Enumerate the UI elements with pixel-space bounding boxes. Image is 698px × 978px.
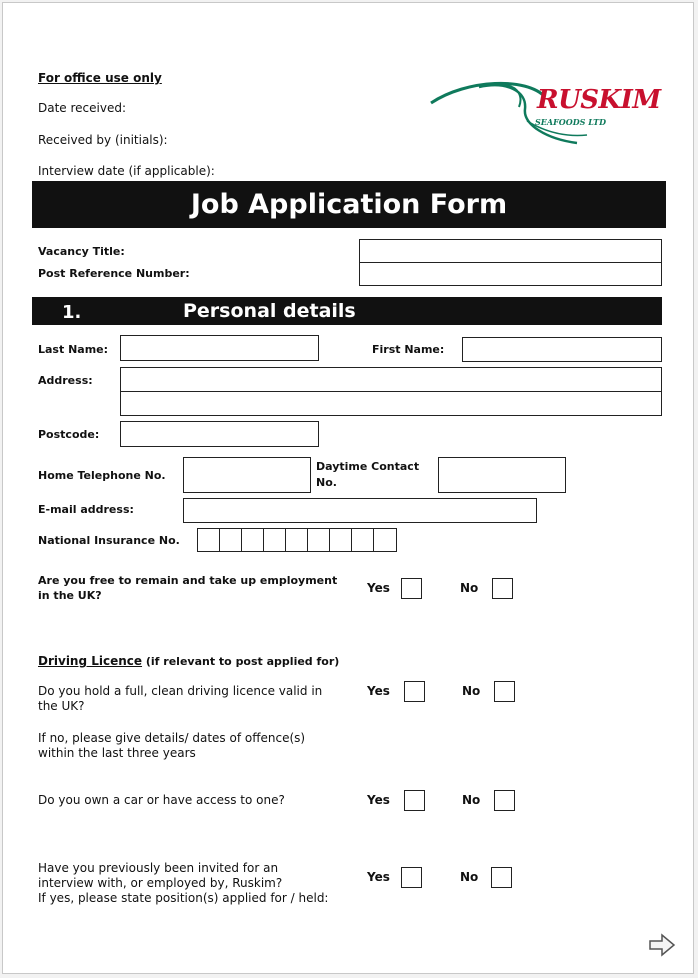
vacancy-title-field[interactable] bbox=[359, 239, 662, 263]
uk-no-checkbox[interactable] bbox=[492, 578, 513, 599]
ni-digit-box[interactable] bbox=[374, 529, 396, 551]
last-name-label: Last Name: bbox=[38, 343, 109, 356]
car-yes-checkbox[interactable] bbox=[404, 790, 425, 811]
ni-digit-box[interactable] bbox=[330, 529, 352, 551]
section-title: Personal details bbox=[183, 300, 356, 322]
section-personal-details-bar bbox=[32, 297, 662, 325]
driving-licence-question: Do you hold a full, clean driving licence valid in the UK? bbox=[38, 684, 323, 713]
ni-digit-box[interactable] bbox=[308, 529, 330, 551]
received-by-label: Received by (initials): bbox=[38, 133, 168, 147]
first-name-field[interactable] bbox=[462, 337, 662, 362]
offence-details-question: If no, please give details/ dates of offence(s) within the last three years bbox=[38, 731, 306, 760]
postcode-label: Postcode: bbox=[38, 428, 100, 441]
previous-yes-label: Yes bbox=[367, 870, 390, 884]
ni-digit-box[interactable] bbox=[242, 529, 264, 551]
address-label: Address: bbox=[38, 374, 93, 387]
form-title: Job Application Form bbox=[190, 189, 508, 220]
driving-licence-heading bbox=[38, 654, 339, 669]
logo-name: RUSKIM bbox=[537, 85, 661, 115]
next-page-button[interactable] bbox=[648, 933, 676, 957]
driving-licence-title: Driving Licence bbox=[38, 654, 143, 668]
document-page bbox=[2, 2, 694, 974]
ni-number-label: National Insurance No. bbox=[38, 534, 180, 547]
daytime-contact-label: Daytime Contact No. bbox=[316, 460, 420, 489]
uk-yes-checkbox[interactable] bbox=[401, 578, 422, 599]
licence-yes-checkbox[interactable] bbox=[404, 681, 425, 702]
email-field[interactable] bbox=[183, 498, 537, 523]
driving-licence-note: (if relevant to post applied for) bbox=[142, 655, 340, 668]
post-reference-label: Post Reference Number: bbox=[38, 267, 190, 280]
email-label: E-mail address: bbox=[38, 503, 134, 516]
home-telephone-field[interactable] bbox=[183, 457, 311, 493]
home-telephone-label: Home Telephone No. bbox=[38, 469, 166, 482]
company-logo bbox=[427, 77, 667, 149]
licence-no-checkbox[interactable] bbox=[494, 681, 515, 702]
car-no-checkbox[interactable] bbox=[494, 790, 515, 811]
arrow-right-icon bbox=[648, 933, 676, 957]
post-reference-field[interactable] bbox=[359, 262, 662, 286]
ni-digit-box[interactable] bbox=[264, 529, 286, 551]
office-use-heading: For office use only bbox=[38, 71, 162, 85]
previous-no-checkbox[interactable] bbox=[491, 867, 512, 888]
address-field-line2[interactable] bbox=[120, 391, 662, 416]
ni-digit-box[interactable] bbox=[198, 529, 220, 551]
previous-no-label: No bbox=[460, 870, 479, 884]
uk-no-label: No bbox=[460, 581, 479, 595]
previous-employment-question: Have you previously been invited for an interview with, or employed by, Ruskim? If yes, please state position(s) applied for / held: bbox=[38, 861, 329, 905]
last-name-field[interactable] bbox=[120, 335, 319, 361]
licence-no-label: No bbox=[462, 684, 481, 698]
previous-yes-checkbox[interactable] bbox=[401, 867, 422, 888]
section-number: 1. bbox=[62, 302, 82, 323]
address-field-line1[interactable] bbox=[120, 367, 662, 392]
vacancy-title-label: Vacancy Title: bbox=[38, 245, 125, 258]
car-no-label: No bbox=[462, 793, 481, 807]
licence-yes-label: Yes bbox=[367, 684, 390, 698]
uk-yes-label: Yes bbox=[367, 581, 390, 595]
ni-digit-box[interactable] bbox=[220, 529, 242, 551]
ni-digit-box[interactable] bbox=[286, 529, 308, 551]
postcode-field[interactable] bbox=[120, 421, 319, 447]
daytime-contact-field[interactable] bbox=[438, 457, 566, 493]
ni-digit-box[interactable] bbox=[352, 529, 374, 551]
car-yes-label: Yes bbox=[367, 793, 390, 807]
logo-subtitle: SEAFOODS LTD bbox=[535, 117, 607, 127]
date-received-label: Date received: bbox=[38, 101, 127, 115]
car-access-question: Do you own a car or have access to one? bbox=[38, 793, 285, 807]
interview-date-label: Interview date (if applicable): bbox=[38, 164, 215, 178]
form-title-bar bbox=[32, 181, 666, 228]
first-name-label: First Name: bbox=[372, 343, 445, 356]
uk-employment-question: Are you free to remain and take up employment in the UK? bbox=[38, 574, 338, 602]
ni-number-field[interactable] bbox=[197, 528, 397, 552]
